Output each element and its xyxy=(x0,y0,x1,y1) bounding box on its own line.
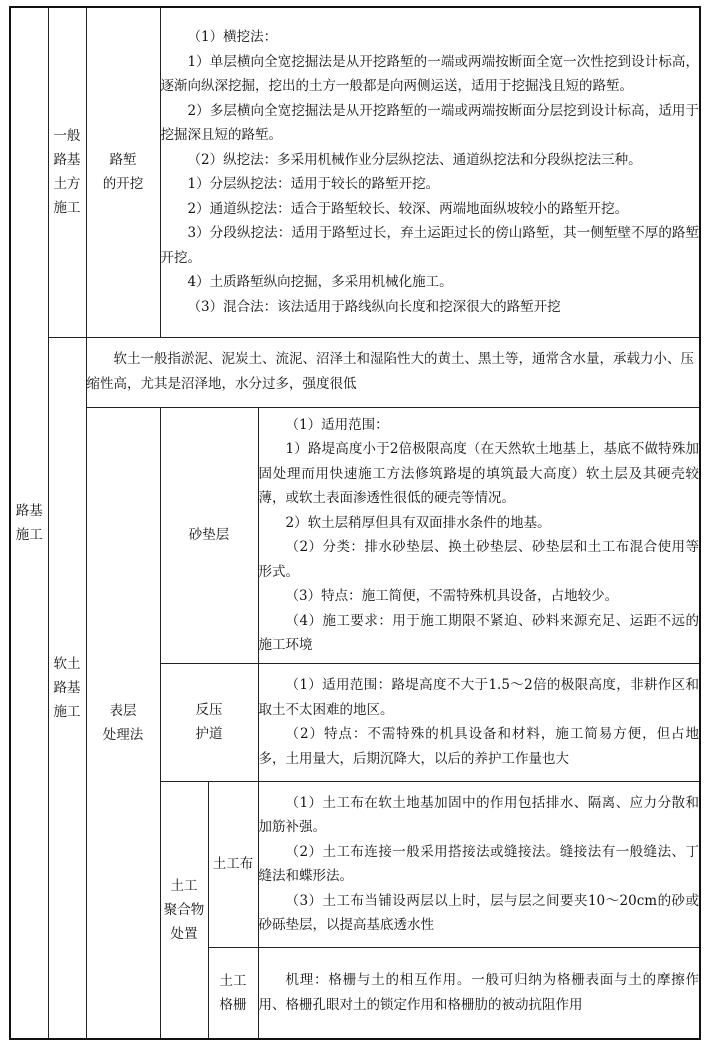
cutting-line: 1）单层横向全宽挖掘法是从开挖路堑的一端或两端按断面全宽一次性挖到设计标高，逐渐向纵深挖掘，挖出的土方一般都是向两侧运送，适用于挖掘浅且短的路堑。 xyxy=(160,53,700,95)
cell-cutting-methods xyxy=(160,7,700,337)
sand-cushion-line: （2）分类：排水砂垫层、换土砂垫层、砂垫层和土工布混合使用等形式。 xyxy=(258,539,700,580)
label-counter-press-berm: 反压 护道 xyxy=(160,663,258,781)
cutting-line: 3）分段纵挖法：适用于路堑过长，弃土运距过长的傍山路堑，其一侧堑壁不厚的路堑开挖。 xyxy=(160,225,700,266)
label-general-earthwork: 一般 路基 土方 施工 xyxy=(48,7,86,337)
geotextile-line: （1）土工布在软土地基加固中的作用包括排水、隔离、应力分散和加筋补强。 xyxy=(258,794,700,835)
berm-line: （1）适用范围：路堤高度不大于1.5～2倍的极限高度，非耕作区和取土不太困难的地区。 xyxy=(258,677,700,718)
berm-line: （2）特点：不需特殊的机具设备和材料，施工简易方便，但占地多，土用量大，后期沉降大，以后的养护工作量也大 xyxy=(258,726,700,767)
sand-cushion-line: （4）施工要求：用于施工期限不紧迫、砂料来源充足、运距不远的施工环境 xyxy=(258,612,700,653)
cell-geogrid xyxy=(258,947,700,1039)
cell-soft-soil-intro xyxy=(86,337,700,407)
cutting-line: 1）分层纵挖法：适用于较长的路堑开挖。 xyxy=(187,176,440,193)
label-soft-soil: 软土 路基 施工 xyxy=(48,337,86,1039)
label-surface-treatment: 表层 处理法 xyxy=(86,407,160,1039)
geogrid-line: 机理：格栅与土的相互作用。一般可归纳为格栅表面与土的摩擦作用、格栅孔眼对土的锁定作用和格栅肋的被动抗阻作用 xyxy=(258,972,700,1013)
cutting-line: 2）多层横向全宽挖掘法是从开挖路堑的一端或两端按断面分层挖到设计标高，适用于挖掘深且短的路堑。 xyxy=(160,102,700,144)
cutting-line: （3）混合法：该法适用于路线纵向长度和挖深很大的路堑开挖 xyxy=(187,298,561,315)
label-roadbed-construction: 路基 施工 xyxy=(10,7,48,1039)
cutting-line: （1）横挖法： xyxy=(187,29,278,46)
geotextile-line: （2）土工布连接一般采用搭接法或缝接法。缝接法有一般缝法、丁缝法和蝶形法。 xyxy=(258,843,700,884)
label-geosynthetic: 土工 聚合物 处置 xyxy=(160,781,208,1039)
cell-geotextile xyxy=(258,781,700,947)
label-cutting-excavation: 路堑 的开挖 xyxy=(86,7,160,337)
sand-cushion-line: 1）路堤高度小于2倍极限高度（在天然软土地基上，基底不做特殊加固处理而用快速施工方法修筑路堤的填筑最大高度）软土层及其硬壳较薄，或软土表面渗透性很低的硬壳等情况。 xyxy=(258,441,700,506)
cutting-line: 4）土质路堑纵向挖掘，多采用机械化施工。 xyxy=(187,274,453,291)
soft-soil-intro-text: 软土一般指淤泥、泥炭土、流泥、沼泽土和湿陷性大的黄土、黑土等，通常含水量，承载力小、压缩性高，尤其是沼泽地，水分过多，强度很低 xyxy=(86,351,694,392)
geotextile-line: （3）土工布当铺设两层以上时，层与层之间要夹10～20cm的砂或砂砾垫层，以提高基底透水性 xyxy=(258,892,700,933)
cell-sand-cushion xyxy=(258,407,700,663)
label-geotextile: 土工布 xyxy=(208,781,258,947)
sand-cushion-line: （1）适用范围： xyxy=(285,416,389,433)
cutting-line: （2）纵挖法：多采用机械作业分层纵挖法、通道纵挖法和分段纵挖法三种。 xyxy=(187,151,642,168)
cutting-line: 2）通道纵挖法：适合于路堑较长、较深、两端地面纵坡较小的路堑开挖。 xyxy=(187,200,629,217)
cell-counter-press-berm xyxy=(258,663,700,781)
label-sand-cushion: 砂垫层 xyxy=(160,407,258,663)
sand-cushion-line: 2）软土层稍厚但具有双面排水条件的地基。 xyxy=(285,514,551,531)
roadbed-construction-table xyxy=(9,6,701,1040)
sand-cushion-line: （3）特点：施工简便，不需特殊机具设备，占地较少。 xyxy=(285,588,619,604)
label-geogrid: 土工 格栅 xyxy=(208,947,258,1039)
